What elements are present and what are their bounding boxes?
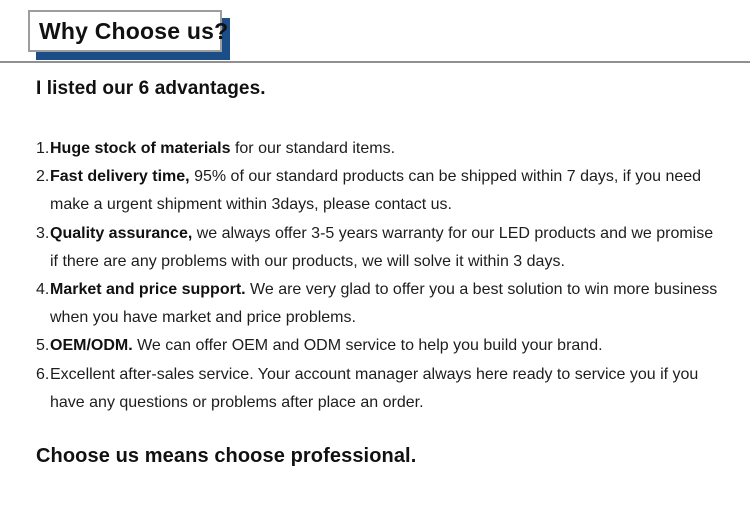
item-number: 6.	[36, 365, 50, 383]
item-highlight: Quality assurance,	[50, 224, 193, 242]
item-number: 4.	[36, 281, 50, 299]
section-title-box	[28, 10, 229, 52]
item-text: for our standard items.	[230, 140, 396, 157]
section-title: Why Choose us?	[39, 18, 229, 44]
advantage-item-6	[36, 361, 720, 417]
item-number: 2.	[36, 168, 50, 186]
advantage-item-1	[36, 135, 720, 163]
item-highlight: Market and price support.	[50, 281, 246, 299]
item-number: 1.	[36, 140, 50, 157]
advantage-item-2	[36, 163, 720, 219]
item-text: We are very glad to offer you a best solution to win more business when you have market and price problems.	[50, 281, 718, 327]
advantage-item-5	[36, 332, 720, 360]
intro-heading: I listed our 6 advantages.	[36, 78, 266, 99]
item-highlight: OEM/ODM.	[50, 337, 133, 355]
header-divider-line	[0, 61, 750, 63]
item-number: 3.	[36, 224, 50, 242]
item-text: 95% of our standard products can be shipped within 7 days, if you need make a urgent shipment within 3days, please contact us.	[50, 168, 702, 214]
advantages-list	[36, 135, 720, 417]
advantage-item-4	[36, 276, 720, 332]
item-text: We can offer OEM and ODM service to help you build your brand.	[132, 337, 603, 355]
item-text: we always offer 3-5 years warranty for our LED products and we promise if there are any problems with our products, we will solve it within 3 days.	[50, 224, 714, 270]
footer-heading: Choose us means choose professional.	[36, 445, 417, 467]
item-text: Excellent after-sales service. Your account manager always here ready to service you if you have any questions or problems after place an order.	[50, 365, 699, 411]
advantage-item-3	[36, 220, 720, 276]
item-highlight: Huge stock of materials	[50, 140, 231, 157]
item-highlight: Fast delivery time,	[50, 168, 190, 186]
item-number: 5.	[36, 337, 50, 355]
